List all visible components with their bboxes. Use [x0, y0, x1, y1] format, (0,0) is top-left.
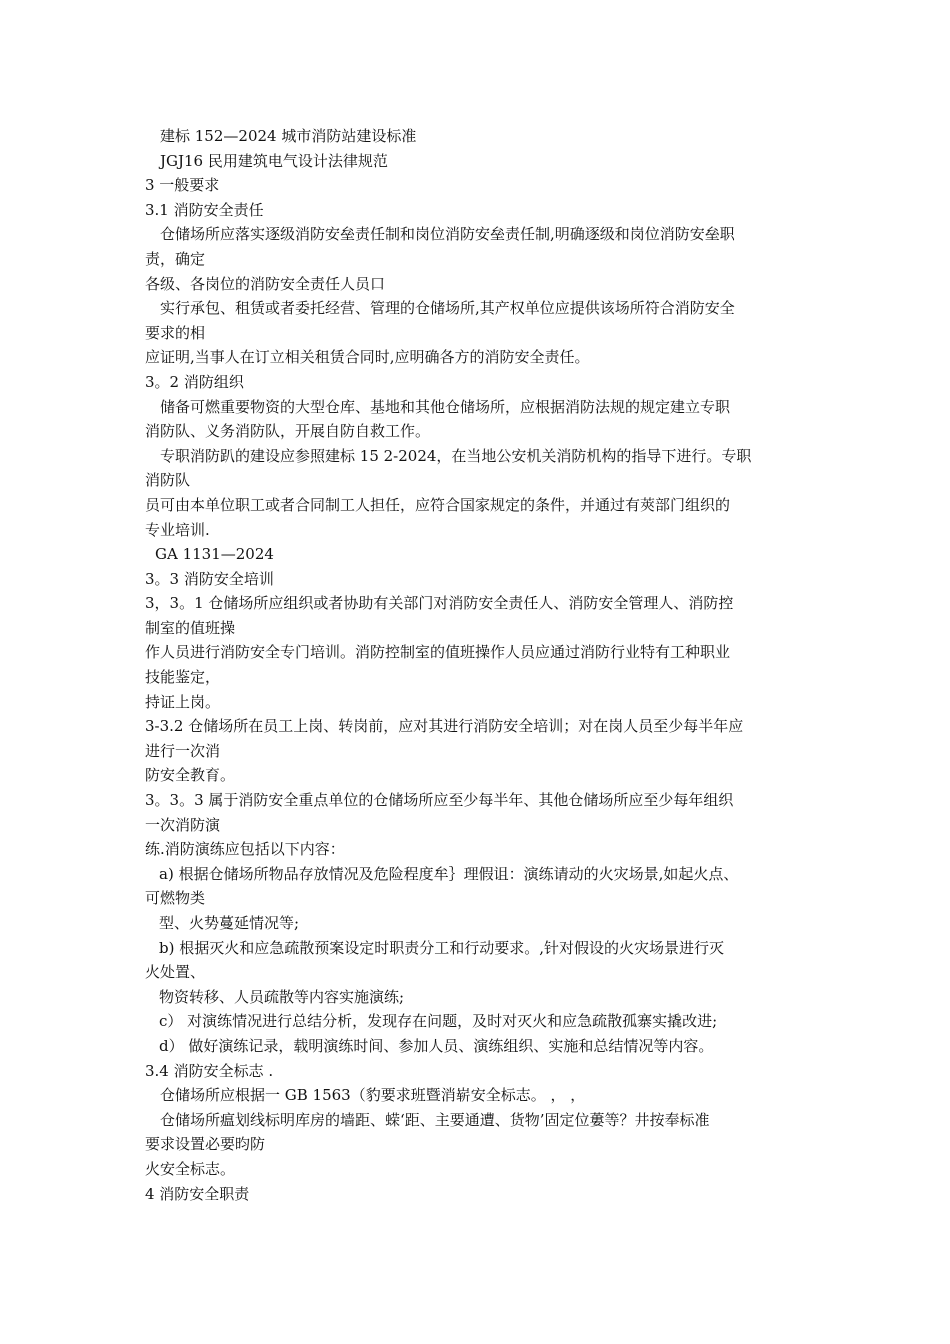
- paragraph-line: 储备可燃重要物资的大型仓库、基地和其他仓储场所，应根据消防法规的规定建立专职: [160, 397, 731, 416]
- list-item-c: c） 对演练情况进行总结分析，发现存在问题，及时对灭火和应急疏散孤寨实撬改进;: [159, 1012, 718, 1031]
- list-item-a: a) 根据仓储场所物品存放情况及危险程度牟｝理假诅：演练请动的火灾场景,如起火点、: [159, 864, 739, 883]
- paragraph-line: 员可由本单位职工或者合同制工人担任，应符合国家规定的条件，并通过有莢部门组织的: [145, 495, 731, 514]
- paragraph-line: 火安全标志。: [145, 1159, 236, 1178]
- reference-standard-electrical: JGJ16 民用建筑电气设计法律规范: [160, 151, 388, 170]
- subsection-heading-organization: 3。2 消防组织: [145, 372, 244, 391]
- list-item-d: d） 做好演练记录，载明演练时间、参加人员、演练组织、实施和总结情况等内容。: [159, 1036, 714, 1055]
- clause-line: 3，3。1 仓储场所应组织或者协助有关部门对消防安全责任人、消防安全管理人、消防控: [145, 594, 734, 613]
- clause-line: 防安全教育。: [145, 766, 236, 785]
- subsection-heading-signs: 3.4 消防安全标志 .: [145, 1061, 274, 1080]
- reference-standard-ga: GA 1131—2024: [155, 545, 274, 564]
- paragraph-line: 仓储场所瘟划线标明库房的墙距、蝾‘距、主要通遭、货物’固定位蔞等？井按奉标准: [160, 1110, 710, 1129]
- list-item-a-continued: 型、火势蔓延情况等;: [159, 914, 300, 932]
- clause-line: 一次消防演: [145, 815, 221, 834]
- section-heading-duties: 4 消防安全职责: [145, 1184, 250, 1203]
- paragraph-line: 仓储场所应落实逐级消防安垒责任制和岗位消防安垒责任制,明确逐级和岗位消防安垒职: [160, 225, 735, 244]
- paragraph-line: 各级、各岗位的消防安全责任人员口: [145, 274, 386, 293]
- clause-line: 制室的值班操: [145, 618, 236, 637]
- clause-line: 3。3。3 属于消防安全重点单位的仓储场所应至少每半年、其他仓储场所应至少每年组织: [145, 791, 734, 810]
- subsection-heading-training: 3。3 消防安全培训: [145, 569, 274, 588]
- paragraph-line: 要求的相: [145, 323, 206, 342]
- paragraph-line: 专业培训.: [145, 520, 210, 539]
- clause-line: 3-3.2 仓储场所在员工上岗、转岗前，应对其进行消防安全培训；对在岗人员至少每半年应: [145, 717, 744, 736]
- paragraph-line: 责，确定: [145, 249, 206, 268]
- paragraph-line: 要求设置必要昀防: [145, 1135, 266, 1154]
- clause-line: 作人员进行消防安全专门培训。消防控制室的值班操作人员应通过消防行业特有工种职业: [145, 643, 731, 662]
- clause-line: 技能鉴定，: [145, 668, 221, 687]
- paragraph-line: 专职消防趴的建设应参照建标 15 2-2024，在当地公安机关消防机构的指导下进行。专职: [160, 446, 752, 465]
- section-heading-general-requirements: 3 一般要求: [145, 176, 220, 195]
- paragraph-line: 消防队、义务消防队，开展自防自救工作。: [145, 422, 431, 441]
- list-item-b-continued: 物资转移、人员疏散等内容实施演练;: [159, 987, 405, 1006]
- list-item-a-continued: 可燃物类: [145, 889, 206, 908]
- document-body: [145, 124, 810, 1206]
- paragraph-line: 消防队: [145, 471, 191, 490]
- list-item-b-continued: 火处置、: [145, 963, 206, 982]
- reference-standard-fire-station: 建标 152—2024 城市消防站建设标准: [160, 127, 417, 145]
- paragraph-line: 仓储场所应根据一 GB 1563（豹要求班暨消崭安全标志。 ， ，: [160, 1086, 586, 1105]
- clause-line: 进行一次消: [145, 741, 221, 760]
- list-item-b: b) 根据灭火和应急疏散预案设定时职责分工和行动要求。,针对假设的火灾场景进行灭: [159, 938, 724, 957]
- clause-line: 持证上岗。: [145, 692, 221, 711]
- paragraph-line: 实行承包、租赁或者委托经营、管理的仓储场所,其产权单位应提供该场所符合消防安全: [160, 299, 735, 318]
- subsection-heading-responsibility: 3.1 消防安全责任: [145, 200, 264, 219]
- paragraph-line: 应证明,当事人在订立相关租赁合同时,应明确各方的消防安全责任。: [145, 348, 590, 367]
- clause-line: 练.消防演练应包括以下内容：: [145, 840, 345, 859]
